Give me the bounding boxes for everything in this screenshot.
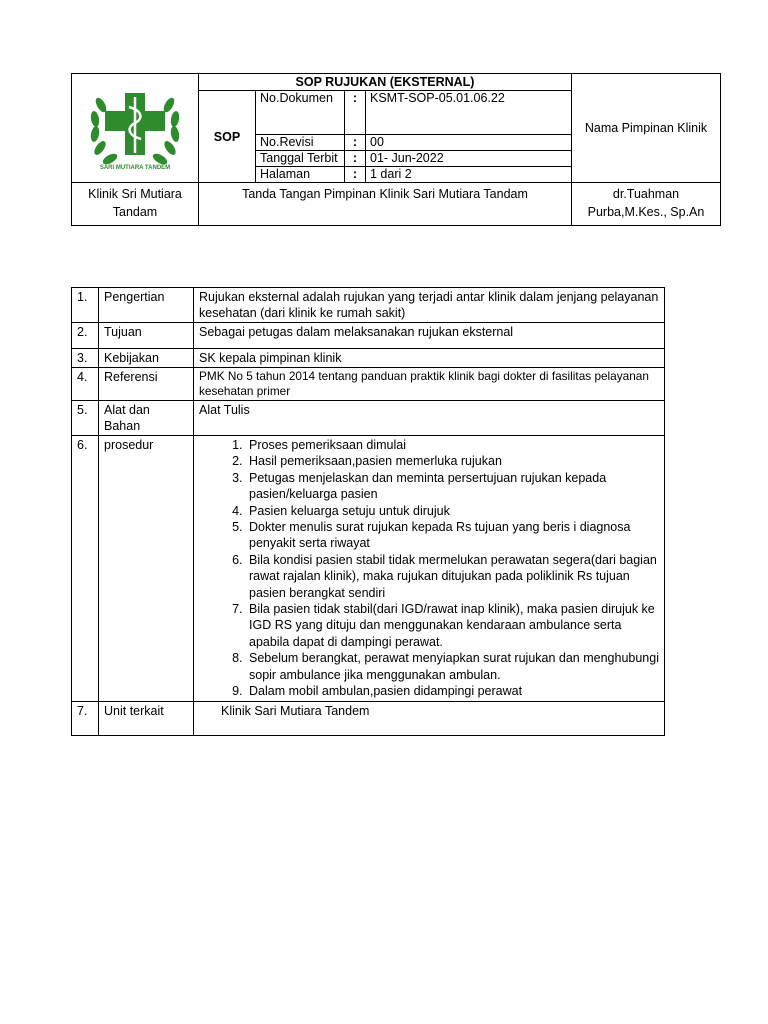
- clinic-logo: [83, 79, 187, 175]
- sop-content-table: [71, 287, 665, 736]
- row-number: 3.: [72, 349, 99, 368]
- meta-key: No.Dokumen: [256, 91, 345, 135]
- document-title: SOP RUJUKAN (EKSTERNAL): [199, 74, 572, 91]
- procedure-list: [199, 437, 659, 700]
- row-text: Klinik Sari Mutiara Tandem: [194, 701, 665, 735]
- meta-colon: :: [345, 91, 366, 135]
- row-number: 7.: [72, 701, 99, 735]
- procedure-step: 9. Dalam mobil ambulan,pasien didampingi perawat: [246, 683, 659, 699]
- table-row: [72, 349, 665, 368]
- sop-header-table: [71, 73, 721, 226]
- meta-value: KSMT-SOP-05.01.06.22: [366, 91, 572, 135]
- table-row: [72, 323, 665, 349]
- row-label: Pengertian: [99, 288, 194, 323]
- row-number: 6.: [72, 436, 99, 702]
- clinic-logo-cell: [72, 74, 199, 183]
- table-row: [72, 401, 665, 436]
- row-text: PMK No 5 tahun 2014 tentang panduan praktik klinik bagi dokter di fasilitas pelayanan kesehatan primer: [194, 368, 665, 401]
- row-label: Kebijakan: [99, 349, 194, 368]
- row-label: Alat dan Bahan: [99, 401, 194, 436]
- meta-key: Halaman: [256, 167, 345, 183]
- svg-text:SARI MUTIARA TANDEM: SARI MUTIARA TANDEM: [99, 164, 171, 171]
- row-text: Alat Tulis: [194, 401, 665, 436]
- procedure-step: 2. Hasil pemeriksaan,pasien memerluka rujukan: [246, 453, 659, 469]
- meta-colon: :: [345, 135, 366, 151]
- leader-title-cell: Nama Pimpinan Klinik: [572, 74, 721, 183]
- leader-name: dr.Tuahman Purba,M.Kes., Sp.An: [572, 183, 721, 226]
- meta-key: No.Revisi: [256, 135, 345, 151]
- table-row: [72, 436, 665, 702]
- procedure-step: 1. Proses pemeriksaan dimulai: [246, 437, 659, 453]
- row-number: 2.: [72, 323, 99, 349]
- meta-key: Tanggal Terbit: [256, 151, 345, 167]
- table-row: [72, 288, 665, 323]
- row-label: Tujuan: [99, 323, 194, 349]
- meta-value: 1 dari 2: [366, 167, 572, 183]
- row-label: Unit terkait: [99, 701, 194, 735]
- procedure-step: 3. Petugas menjelaskan dan meminta persertujuan rujukan kepada pasien/keluarga pasien: [246, 470, 659, 503]
- table-row: [72, 701, 665, 735]
- procedure-step: 7. Bila pasien tidak stabil(dari IGD/rawat inap klinik), maka pasien dirujuk ke IGD RS yang dituju dan menggunakan kendaraan ambulance serta apabila dapat di dampingi perawat.: [246, 601, 659, 650]
- row-label: prosedur: [99, 436, 194, 702]
- row-text: SK kepala pimpinan klinik: [194, 349, 665, 368]
- meta-colon: :: [345, 167, 366, 183]
- procedure-step: 4. Pasien keluarga setuju untuk dirujuk: [246, 503, 659, 519]
- row-text: Rujukan eksternal adalah rujukan yang terjadi antar klinik dalam jenjang pelayanan kesehatan (dari klinik ke rumah sakit): [194, 288, 665, 323]
- procedure-step: 8. Sebelum berangkat, perawat menyiapkan surat rujukan dan menghubungi sopir ambulance jika menggunakan ambulan.: [246, 650, 659, 683]
- row-text: Sebagai petugas dalam melaksanakan rujukan eksternal: [194, 323, 665, 349]
- meta-value: 01- Jun-2022: [366, 151, 572, 167]
- clinic-name: Klinik Sri Mutiara Tandam: [72, 183, 199, 226]
- sop-label: SOP: [199, 91, 256, 183]
- row-label: Referensi: [99, 368, 194, 401]
- row-number: 5.: [72, 401, 99, 436]
- procedure-cell: [194, 436, 665, 702]
- table-row: [72, 368, 665, 401]
- signature-label: Tanda Tangan Pimpinan Klinik Sari Mutiara Tandam: [199, 183, 572, 226]
- procedure-step: 5. Dokter menulis surat rujukan kepada Rs tujuan yang beris i diagnosa penyakit serta riwayat: [246, 519, 659, 552]
- row-number: 4.: [72, 368, 99, 401]
- row-number: 1.: [72, 288, 99, 323]
- procedure-step: 6. Bila kondisi pasien stabil tidak mermelukan perawatan segera(dari bagian rawat rajalan klinik), maka rujukan ditujukan pada poliklinik Rs tujuan pasien berangkat sendiri: [246, 552, 659, 601]
- meta-colon: :: [345, 151, 366, 167]
- meta-value: 00: [366, 135, 572, 151]
